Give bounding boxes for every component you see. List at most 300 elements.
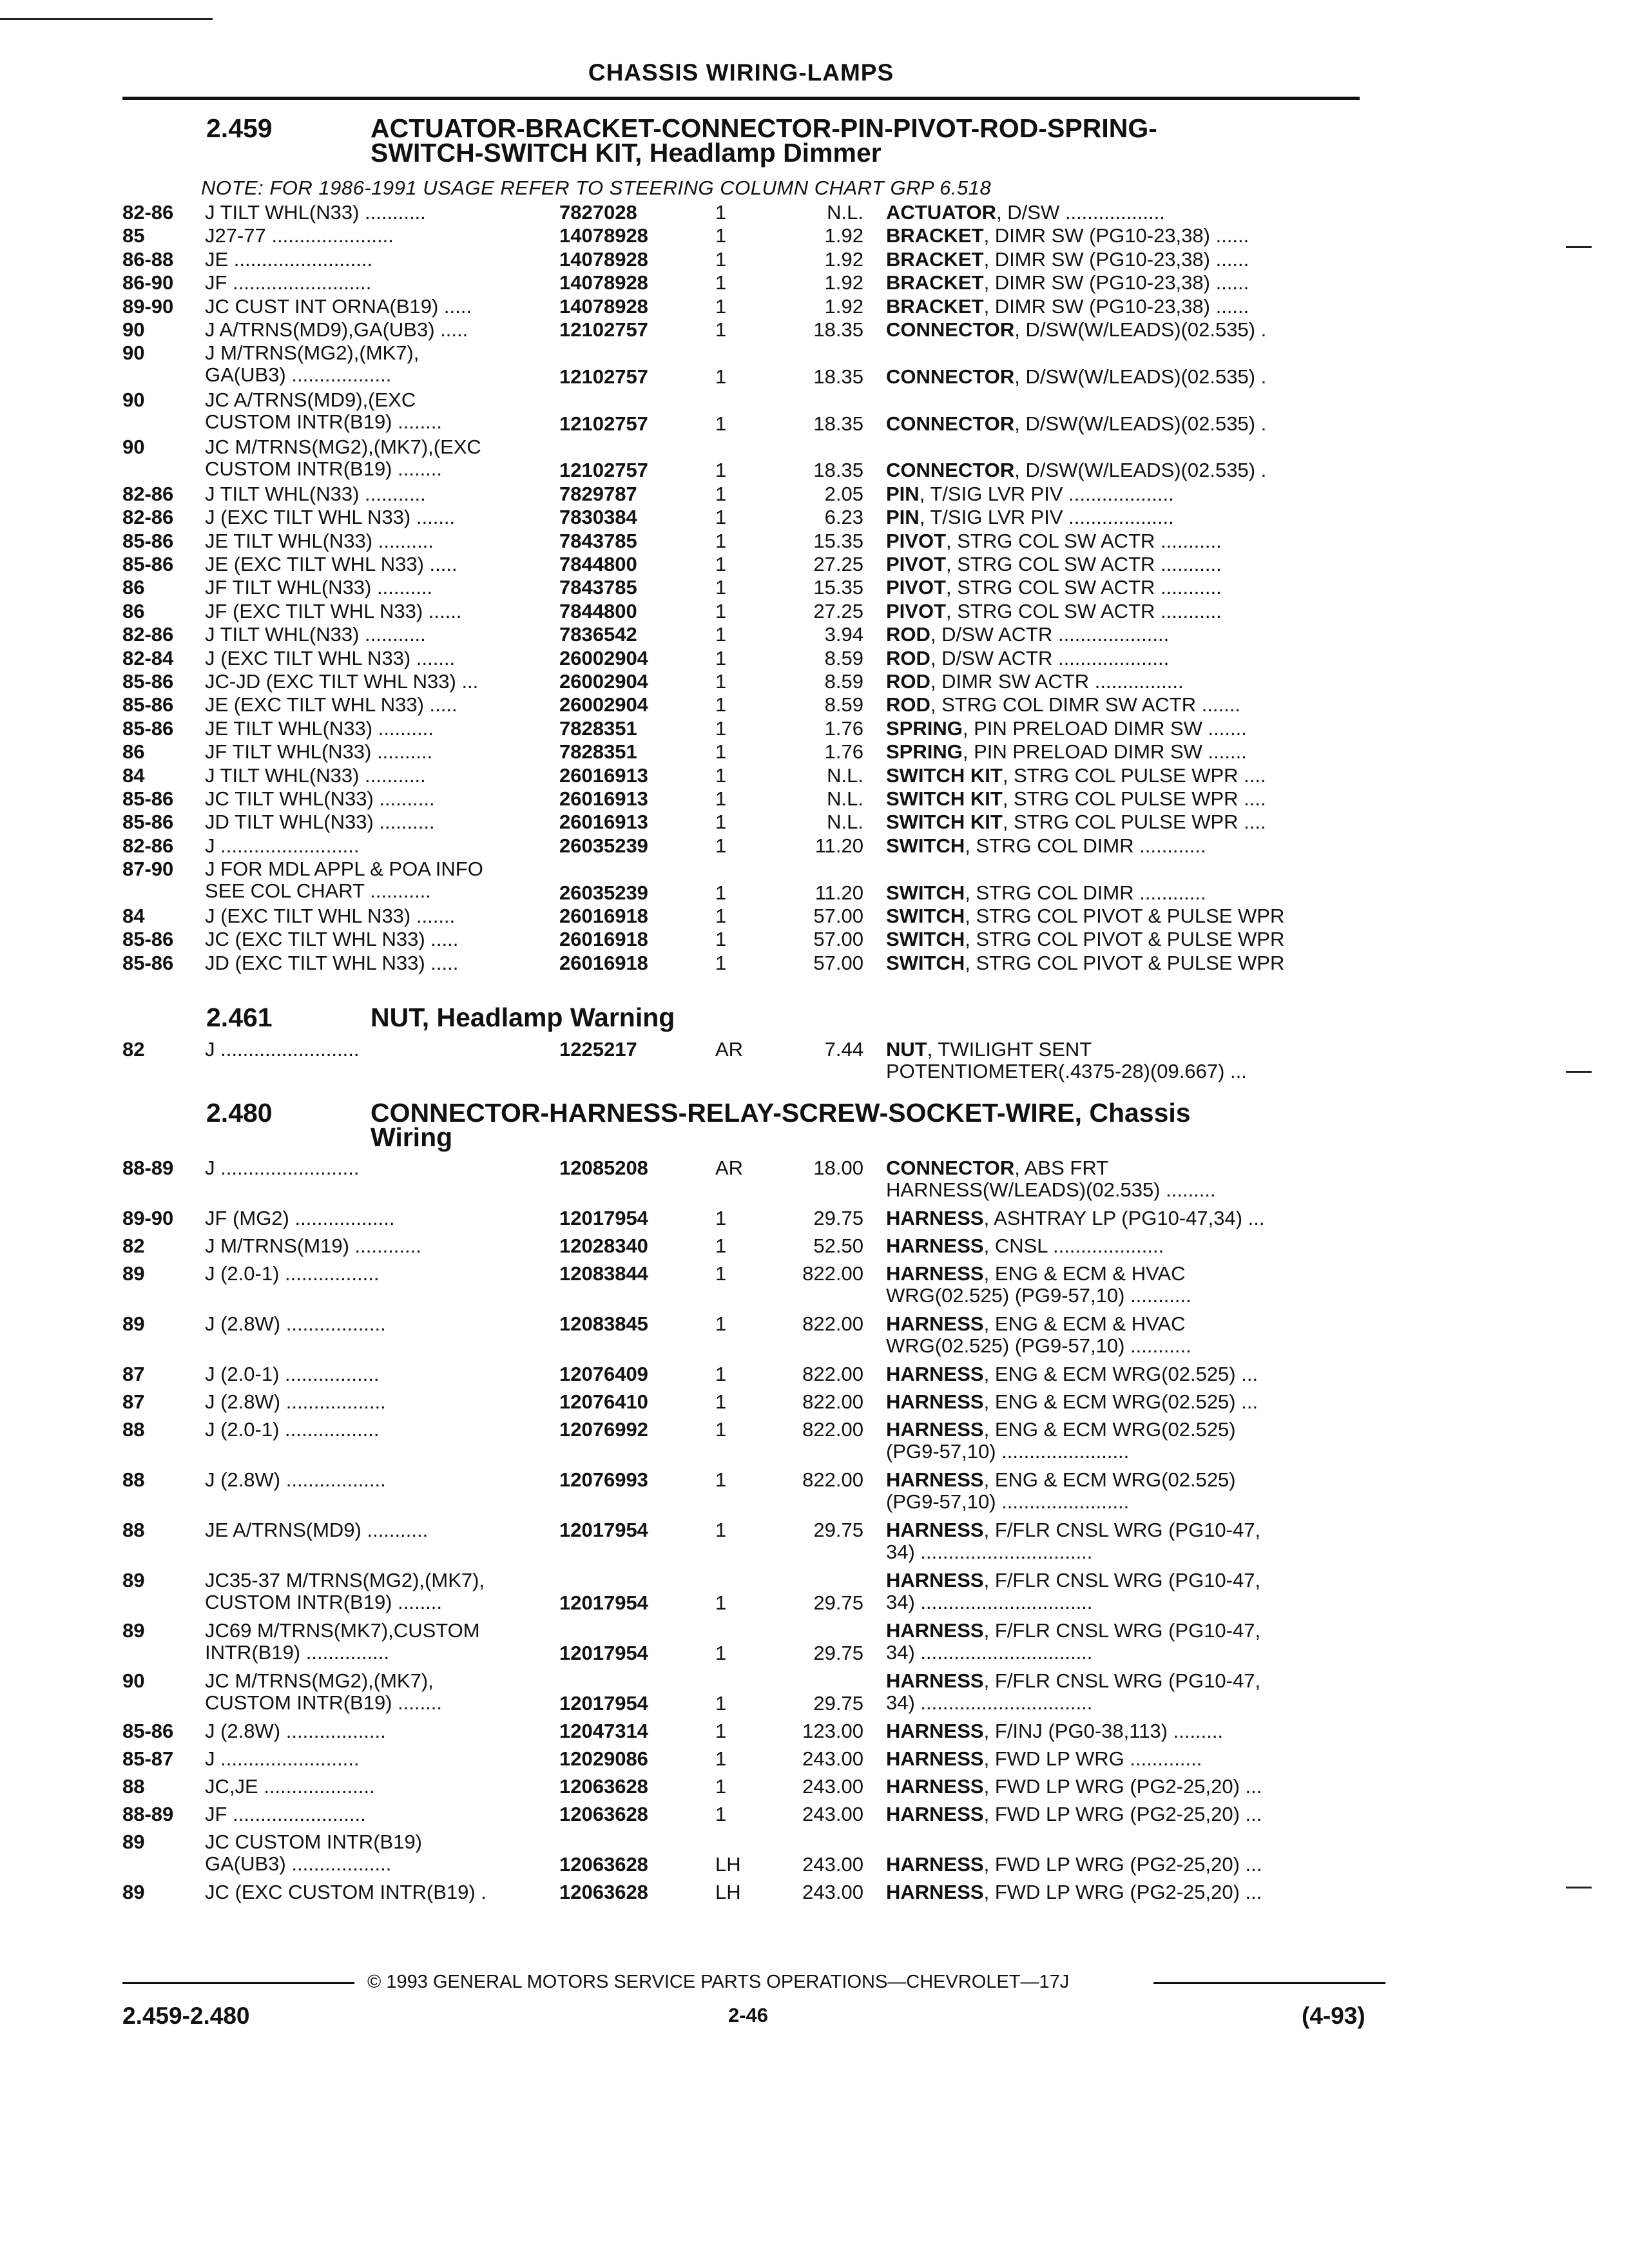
usage-line: J M/TRNS(MG2),(MK7), [205,342,419,365]
quantity: 1 [715,693,727,716]
part-number: 7844800 [559,553,637,575]
model-years: 82-84 [122,646,174,669]
price: 29.75 [813,1207,863,1229]
model-years: 90 [122,341,145,365]
description-line: HARNESS, FWD LP WRG (PG2-25,20) ... [886,1776,1262,1798]
description-line: ROD, D/SW ACTR .................... [886,624,1170,646]
part-number: 12083845 [559,1312,648,1335]
quantity: 1 [715,834,727,857]
part-number: 26016913 [559,787,648,810]
usage-cell [205,671,559,693]
model-years: 85-86 [122,1720,174,1742]
part-number: 26016918 [559,951,648,974]
part-number: 12076409 [559,1363,648,1385]
section-title: NUT, Headlamp Warning [371,1003,675,1032]
part-number: 12102757 [559,412,648,435]
quantity: 1 [715,599,727,622]
model-years: 86 [122,576,145,599]
quantity: 1 [715,951,727,974]
model-years: 85-87 [122,1747,174,1770]
description-line: SWITCH KIT, STRG COL PULSE WPR .... [886,811,1266,834]
usage-line: J TILT WHL(N33) ........... [205,764,426,787]
model-years: 87-90 [122,858,174,881]
usage-cell [205,1207,559,1229]
description-line: ROD, STRG COL DIMR SW ACTR ....... [886,694,1240,716]
usage-line: J (2.8W) .................. [205,1720,386,1742]
usage-cell [205,624,559,646]
usage-line: J (2.8W) .................. [205,1313,386,1335]
model-years: 89 [122,1881,145,1903]
description-cell [886,506,1376,528]
part-number: 12102757 [559,459,648,482]
model-years: 88 [122,1418,145,1441]
usage-line: JC M/TRNS(MG2),(MK7),(EXC [205,436,481,458]
description-line: NUT, TWILIGHT SENT [886,1039,1092,1061]
price: 1.92 [824,247,863,271]
usage-cell [205,436,559,480]
description-cell [886,718,1376,740]
usage-cell [205,530,559,552]
part-number: 26002904 [559,646,648,669]
usage-line: JC35-37 M/TRNS(MG2),(MK7), [205,1570,485,1591]
description-line: HARNESS, FWD LP WRG (PG2-25,20) ... [886,1854,1262,1876]
usage-line: JF TILT WHL(N33) .......... [205,741,433,764]
price: 29.75 [813,1591,863,1614]
usage-cell [205,1235,559,1257]
quantity: 1 [715,529,727,552]
part-number: 26016918 [559,928,648,951]
description-line: PIN, T/SIG LVR PIV ................... [886,506,1174,529]
part-number: 12063628 [559,1853,648,1876]
page-header [122,59,1360,100]
usage-cell [205,553,559,575]
description-line: PIVOT, STRG COL SW ACTR ........... [886,600,1222,622]
part-number: 12083844 [559,1262,648,1285]
usage-line: J (2.0-1) ................. [205,1263,380,1285]
quantity: 1 [715,787,727,810]
part-number: 7829787 [559,482,637,505]
usage-cell [205,601,559,622]
model-years: 90 [122,436,145,458]
part-number: 7843785 [559,576,637,599]
description-line: SWITCH KIT, STRG COL PULSE WPR .... [886,788,1266,810]
usage-line: J (EXC TILT WHL N33) ....... [205,506,456,529]
quantity: 1 [715,881,727,904]
price: 18.00 [813,1157,863,1179]
part-number: 14078928 [559,224,648,247]
page-title: CHASSIS WIRING-LAMPS [588,59,894,86]
description-line: CONNECTOR, D/SW(W/LEADS)(02.535) . [886,319,1267,341]
price: 27.25 [813,553,863,575]
part-number: 12029086 [559,1747,648,1770]
usage-line: J (2.0-1) ................. [205,1363,380,1385]
description-cell [886,296,1376,318]
usage-cell [205,718,559,740]
quantity: 1 [715,459,727,482]
usage-line: J TILT WHL(N33) ........... [205,624,426,646]
description-line: HARNESS, ENG & ECM WRG(02.525) [886,1469,1236,1491]
description-cell [886,225,1376,247]
quantity: AR [715,1157,744,1179]
model-years: 82-86 [122,482,174,505]
footer-rule [1153,1982,1385,1984]
quantity: 1 [715,1363,727,1385]
group-range: 2.459-2.480 [122,2003,250,2029]
price: 1.76 [824,740,863,764]
quantity: 1 [715,1262,727,1285]
model-years: 87 [122,1363,145,1385]
price: 29.75 [813,1519,863,1541]
description-cell [886,952,1376,974]
price: 15.35 [813,529,863,552]
description-line: PIVOT, STRG COL SW ACTR ........... [886,553,1222,575]
top-left-rule [0,18,213,20]
usage-cell [205,1469,559,1491]
price: 8.59 [824,646,863,669]
description-cell [886,1670,1376,1714]
description-line: HARNESS, ENG & ECM WRG(02.525) ... [886,1363,1258,1385]
description-line: HARNESS, FWD LP WRG (PG2-25,20) ... [886,1881,1262,1903]
price: N.L. [827,201,863,224]
description-line: PIVOT, STRG COL SW ACTR ........... [886,577,1222,599]
usage-line: J FOR MDL APPL & POA INFO [205,858,483,881]
footer-rule [122,1982,354,1984]
model-years: 84 [122,905,145,927]
copyright-line: © 1993 GENERAL MOTORS SERVICE PARTS OPERATIONS—CHEVROLET—17J [367,1972,1070,1992]
usage-line: JE (EXC TILT WHL N33) ..... [205,553,458,575]
description-cell [886,1263,1376,1307]
part-number: 14078928 [559,294,648,318]
part-number: 12017954 [559,1591,648,1614]
usage-cell [205,811,559,833]
quantity: 1 [715,553,727,575]
description-cell [886,905,1376,927]
price: N.L. [827,811,863,834]
model-years: 89 [122,1569,145,1591]
usage-cell [205,1748,559,1770]
model-years: 86 [122,740,145,764]
description-cell [886,624,1376,646]
description-cell [886,1620,1376,1664]
price: 822.00 [802,1262,863,1285]
description-line: 34) ............................... [886,1591,1093,1613]
description-cell [886,413,1376,435]
quantity: 1 [715,716,727,740]
usage-cell [205,1419,559,1441]
usage-cell [205,1039,559,1061]
usage-line: SEE COL CHART ........... [205,879,431,903]
usage-line: JE TILT WHL(N33) .......... [205,530,434,552]
quantity: 1 [715,576,727,599]
usage-line: J ......................... [205,1748,360,1770]
quantity: 1 [715,247,727,271]
description-cell [886,694,1376,716]
part-number: 12063628 [559,1803,648,1825]
price: N.L. [827,787,863,810]
model-years: 85-86 [122,811,174,834]
usage-cell [205,858,559,902]
price: 29.75 [813,1692,863,1715]
usage-line: JE TILT WHL(N33) .......... [205,717,434,740]
model-years: 85-86 [122,553,174,575]
price: 7.44 [824,1038,863,1061]
usage-line: JF ......................... [205,272,372,294]
description-line: CONNECTOR, D/SW(W/LEADS)(02.535) . [886,365,1267,388]
price: 27.25 [813,599,863,622]
model-years: 85-86 [122,529,174,552]
part-number: 7827028 [559,201,637,224]
description-cell [886,648,1376,669]
price: 1.92 [824,271,863,294]
model-years: 89 [122,1619,145,1642]
page-footer [122,1972,1385,2049]
usage-cell [205,1391,559,1413]
description-line: SPRING, PIN PRELOAD DIMR SW ....... [886,741,1247,764]
model-years: 90 [122,389,145,412]
description-cell [886,1519,1376,1563]
usage-line: CUSTOM INTR(B19) ........ [205,1691,443,1714]
usage-cell [205,928,559,950]
description-cell [886,483,1376,505]
description-line: CONNECTOR, D/SW(W/LEADS)(02.535) . [886,412,1267,435]
model-years: 88-89 [122,1803,174,1825]
usage-line: JD (EXC TILT WHL N33) ..... [205,952,459,974]
usage-line: J27-77 ...................... [205,225,394,247]
price: 123.00 [802,1720,863,1742]
usage-line: JE ......................... [205,248,373,271]
price: 8.59 [824,693,863,716]
usage-cell [205,1803,559,1825]
usage-line: J TILT WHL(N33) ........... [205,483,426,505]
quantity: 1 [715,1235,727,1257]
revision-date: (4-93) [1302,2003,1365,2029]
description-line: 34) ............................... [886,1642,1093,1664]
usage-line: JC69 M/TRNS(MK7),CUSTOM [205,1620,480,1642]
quantity: AR [715,1038,744,1061]
usage-cell [205,1720,559,1742]
part-number: 12076993 [559,1468,648,1491]
description-cell [886,811,1376,833]
usage-cell [205,1363,559,1385]
price: 243.00 [802,1747,863,1770]
description-line: CONNECTOR, D/SW(W/LEADS)(02.535) . [886,459,1267,482]
model-years: 88 [122,1775,145,1798]
description-line: SWITCH, STRG COL DIMR ............ [886,881,1206,904]
description-line: SWITCH, STRG COL PIVOT & PULSE WPR [886,928,1285,951]
description-line: HARNESS, CNSL .................... [886,1235,1164,1257]
part-number: 7843785 [559,529,637,552]
description-cell [886,1391,1376,1413]
usage-line: JC A/TRNS(MD9),(EXC [205,389,416,412]
usage-line: J ......................... [205,1157,360,1179]
quantity: 1 [715,764,727,787]
quantity: 1 [715,740,727,764]
part-number: 26002904 [559,670,648,693]
usage-line: CUSTOM INTR(B19) ........ [205,1591,443,1613]
model-years: 84 [122,764,145,787]
quantity: 1 [715,1519,727,1541]
part-number: 26016913 [559,811,648,834]
usage-line: J A/TRNS(MD9),GA(UB3) ..... [205,319,468,341]
quantity: 1 [715,318,727,341]
quantity: 1 [715,1747,727,1770]
usage-cell [205,1263,559,1285]
usage-line: JC CUSTOM INTR(B19) [205,1831,423,1853]
description-line: SWITCH, STRG COL PIVOT & PULSE WPR [886,952,1285,974]
usage-cell [205,1670,559,1714]
description-line: ROD, DIMR SW ACTR ................ [886,671,1184,693]
description-line: SWITCH, STRG COL DIMR ............ [886,834,1206,857]
section-title: CONNECTOR-HARNESS-RELAY-SCREW-SOCKET-WIRE, Chassis Wiring [371,1098,1191,1152]
section-title: ACTUATOR-BRACKET-CONNECTOR-PIN-PIVOT-ROD-SPRING- SWITCH-SWITCH KIT, Headlamp Dimmer [371,113,1157,168]
price: 243.00 [802,1775,863,1798]
description-line: 34) ............................... [886,1692,1093,1714]
model-years: 82-86 [122,506,174,529]
description-cell [886,1854,1376,1876]
part-number: 7844800 [559,599,637,622]
description-line: WRG(02.525) (PG9-57,10) ........... [886,1335,1191,1357]
model-years: 89 [122,1262,145,1285]
description-line: (PG9-57,10) ....................... [886,1491,1130,1513]
usage-cell [205,905,559,927]
quantity: 1 [715,1390,727,1413]
usage-line: J M/TRNS(M19) ............ [205,1235,421,1257]
usage-cell [205,1831,559,1875]
model-years: 86 [122,599,145,622]
usage-cell [205,1620,559,1664]
price: 18.35 [813,459,863,482]
part-number: 26035239 [559,881,648,904]
model-years: 82 [122,1235,145,1257]
usage-line: JF TILT WHL(N33) .......... [205,577,433,599]
usage-cell [205,296,559,318]
model-years: 82-86 [122,623,174,646]
description-line: BRACKET, DIMR SW (PG10-23,38) ...... [886,295,1249,318]
price: 11.20 [815,834,863,857]
description-cell [886,1469,1376,1513]
usage-line: J ......................... [205,834,360,857]
usage-cell [205,272,559,294]
part-number: 12085208 [559,1157,648,1179]
description-cell [886,788,1376,810]
description-cell [886,882,1376,904]
description-line: HARNESS, ENG & ECM & HVAC [886,1313,1186,1335]
quantity: 1 [715,1803,727,1825]
description-cell [886,1881,1376,1903]
description-line: CONNECTOR, ABS FRT [886,1157,1109,1179]
description-cell [886,1207,1376,1229]
description-cell [886,1363,1376,1385]
model-years: 85-86 [122,787,174,810]
description-cell [886,1039,1376,1082]
usage-cell [205,342,559,386]
description-cell [886,1748,1376,1770]
description-line: PIN, T/SIG LVR PIV ................... [886,483,1174,505]
description-line: HARNESS, FWD LP WRG ............. [886,1748,1202,1770]
description-cell [886,553,1376,575]
description-line: HARNESS, F/FLR CNSL WRG (PG10-47, [886,1620,1261,1642]
price: 57.00 [813,928,863,951]
price: 243.00 [802,1881,863,1903]
quantity: LH [715,1853,741,1876]
usage-cell [205,694,559,716]
description-cell [886,530,1376,552]
quantity: 1 [715,1312,727,1335]
model-years: 86-90 [122,271,174,294]
description-line: HARNESS, ENG & ECM WRG(02.525) [886,1419,1236,1441]
usage-line: JF (MG2) .................. [205,1207,395,1229]
part-number: 12076410 [559,1390,648,1413]
description-cell [886,1419,1376,1463]
model-years: 89-90 [122,294,174,318]
quantity: 1 [715,365,727,388]
usage-note: NOTE: FOR 1986-1991 USAGE REFER TO STEERING COLUMN CHART GRP 6.518 [201,177,992,199]
part-number: 12017954 [559,1642,648,1664]
price: 8.59 [824,670,863,693]
part-number: 12047314 [559,1720,648,1742]
quantity: 1 [715,271,727,294]
model-years: 82-86 [122,834,174,857]
quantity: 1 [715,1692,727,1715]
part-number: 7828351 [559,740,637,764]
quantity: 1 [715,412,727,435]
model-years: 90 [122,1669,145,1692]
usage-cell [205,1570,559,1613]
quantity: 1 [715,1775,727,1798]
price: 822.00 [802,1312,863,1335]
part-number: 12063628 [559,1775,648,1798]
description-cell [886,272,1376,294]
price: 2.05 [824,482,863,505]
usage-line: JC CUST INT ORNA(B19) ..... [205,295,472,318]
description-cell [886,459,1376,481]
price: 18.35 [813,318,863,341]
usage-cell [205,788,559,810]
quantity: 1 [715,1207,727,1229]
header-rule [122,97,1360,100]
description-cell [886,319,1376,341]
description-cell [886,1803,1376,1825]
model-years: 85 [122,224,145,247]
description-cell [886,249,1376,271]
usage-cell [205,765,559,787]
part-number: 12028340 [559,1235,648,1257]
description-line: BRACKET, DIMR SW (PG10-23,38) ...... [886,225,1249,247]
price: 822.00 [802,1418,863,1441]
description-line: HARNESS, F/FLR CNSL WRG (PG10-47, [886,1670,1261,1692]
usage-line: J (EXC TILT WHL N33) ....... [205,905,456,927]
model-years: 82 [122,1038,145,1061]
price: 57.00 [813,905,863,927]
page-number: 2-46 [728,2004,769,2026]
quantity: 1 [715,1591,727,1614]
usage-cell [205,319,559,341]
description-line: HARNESS, F/FLR CNSL WRG (PG10-47, [886,1570,1261,1591]
description-line: POTENTIOMETER(.4375-28)(09.667) ... [886,1061,1247,1082]
price: 18.35 [813,365,863,388]
section-number: 2.459 [206,113,273,143]
usage-line: JC (EXC TILT WHL N33) ..... [205,928,459,951]
description-cell [886,1720,1376,1742]
description-cell [886,765,1376,787]
part-number: 12076992 [559,1418,648,1441]
description-cell [886,1157,1376,1201]
quantity: 1 [715,224,727,247]
quantity: 1 [715,294,727,318]
usage-cell [205,249,559,271]
description-cell [886,1570,1376,1613]
description-cell [886,601,1376,622]
